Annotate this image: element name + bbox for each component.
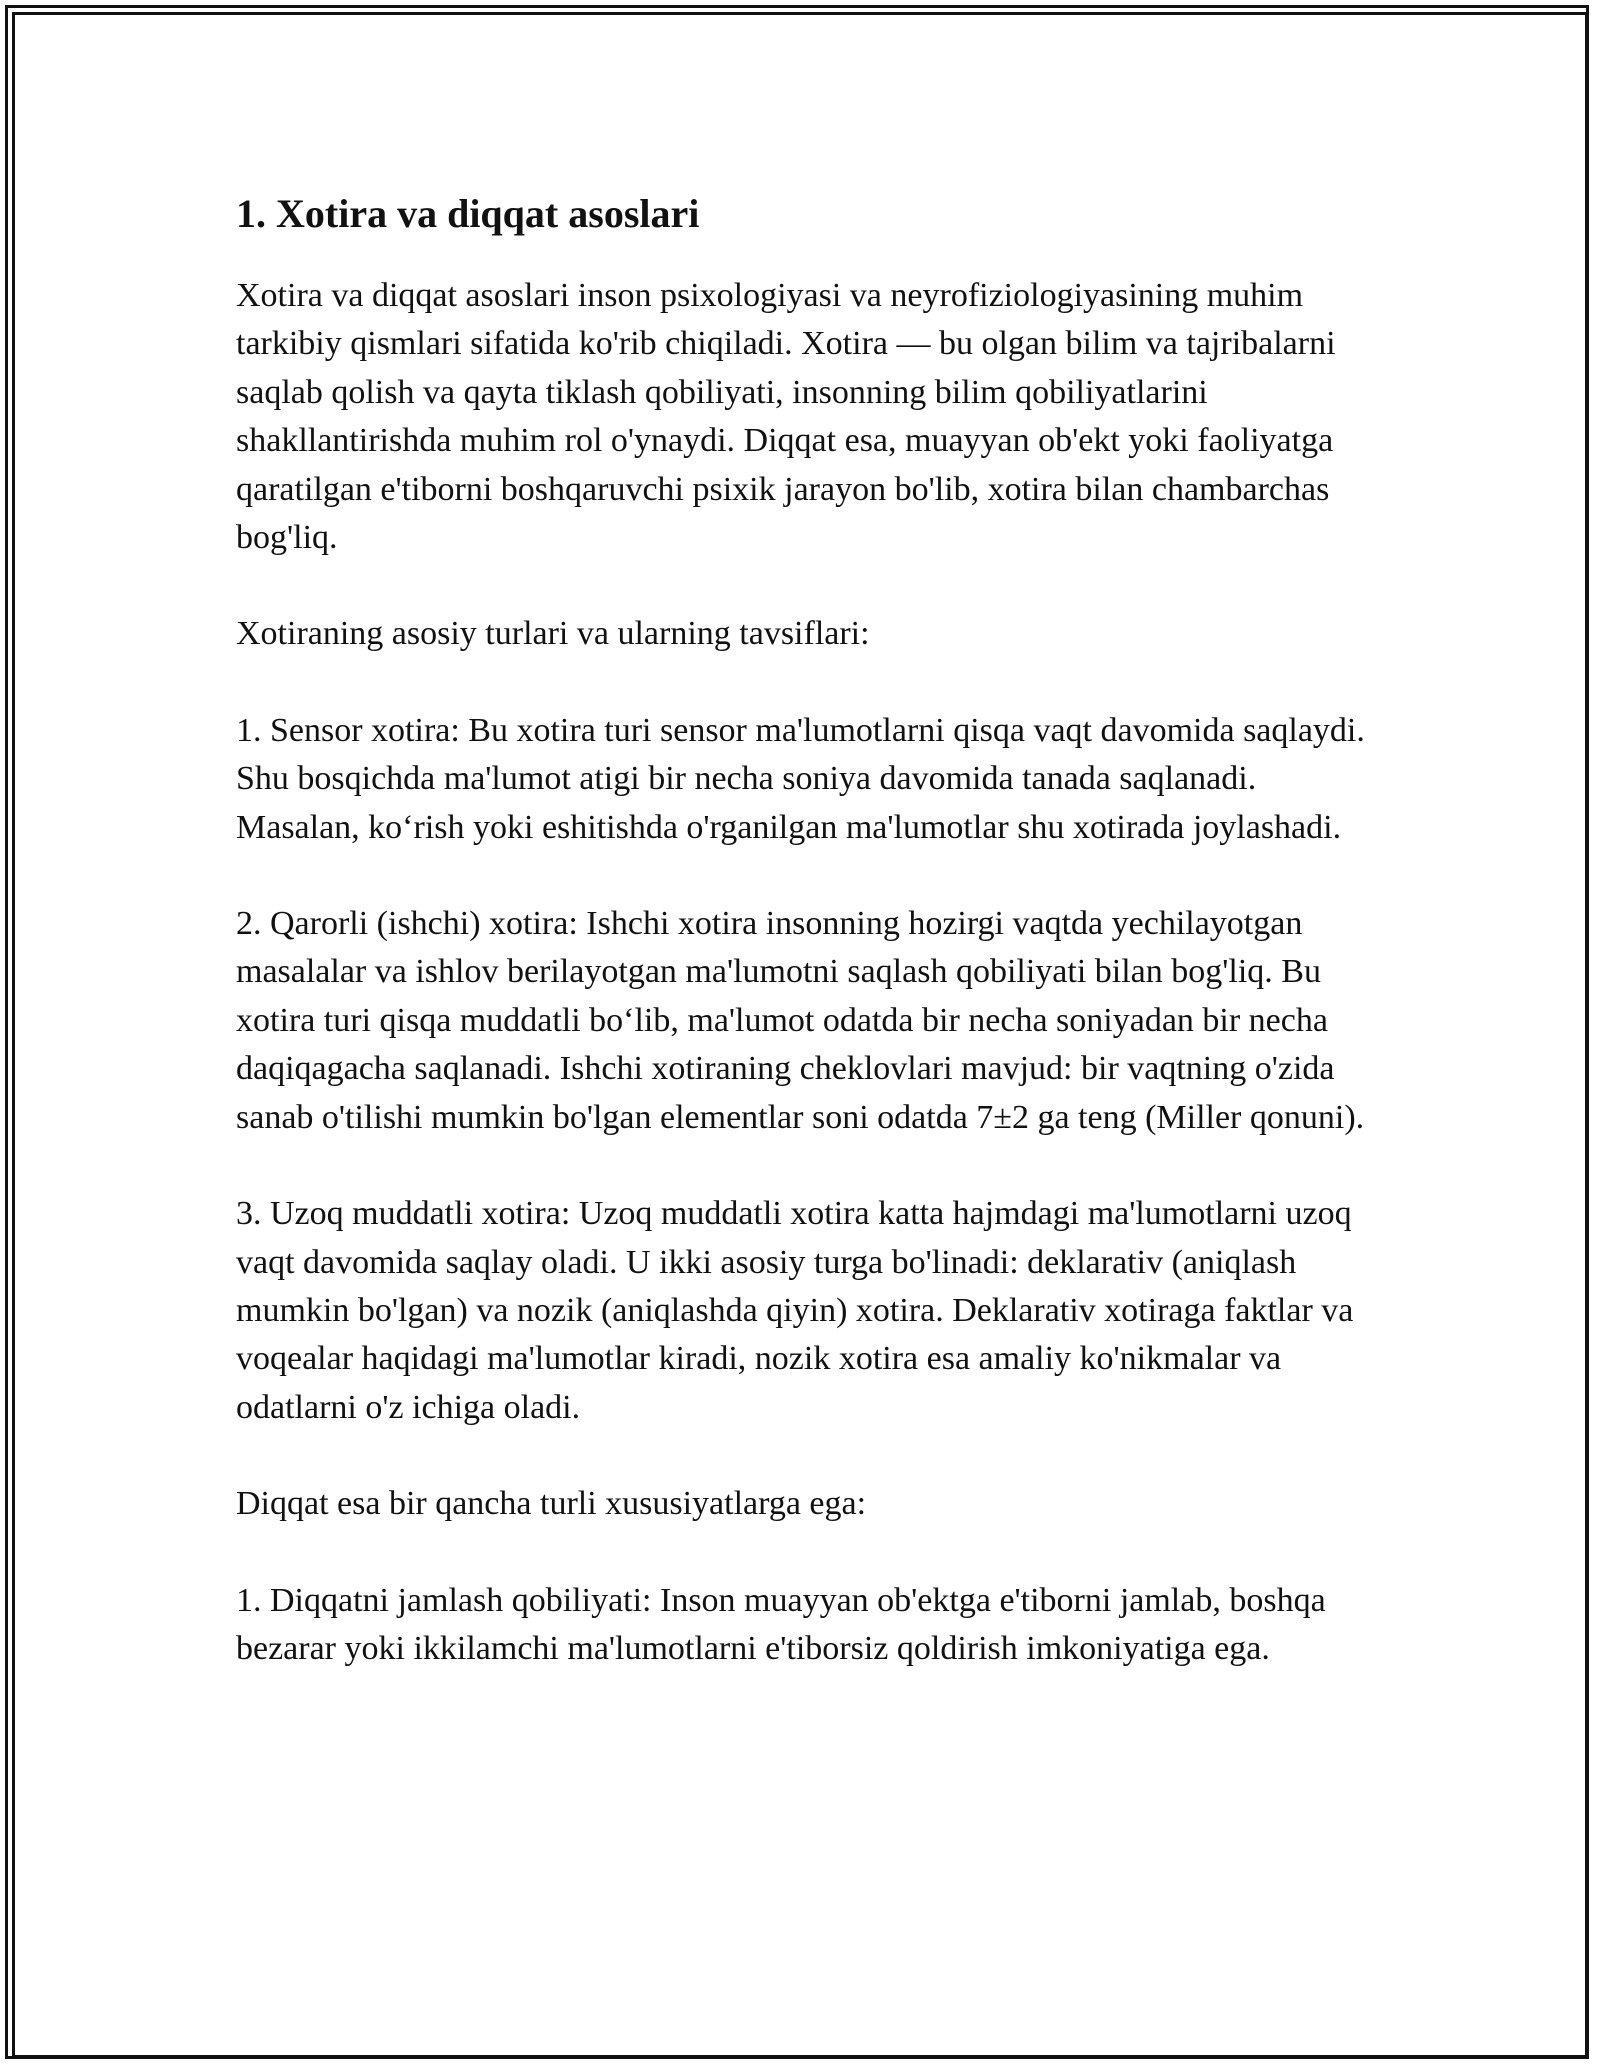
document-body	[236, 186, 1386, 1673]
paragraph-working-memory: 2. Qarorli (ishchi) xotira: Ishchi xotira insonning hozirgi vaqtda yechilayotgan masalalar va ishlov berilayotgan ma'lumotni saqlash qobiliyati bilan bog'liq. Bu xotira turi qisqa muddatli boʻlib, ma'lumot odatda bir necha soniyadan bir necha daqiqagacha saqlanadi. Ishchi xotiraning cheklovlari mavjud: bir vaqtning o'zida sanab o'tilishi mumkin bo'lgan elementlar soni odatda 7±2 ga teng (Miller qonuni).	[236, 905, 1365, 1136]
paragraph-long-term-memory: 3. Uzoq muddatli xotira: Uzoq muddatli xotira katta hajmdagi ma'lumotlarni uzoq vaqt davomida saqlay oladi. U ikki asosiy turga bo'linadi: deklarativ (aniqlash mumkin bo'lgan) va nozik (aniqlashda qiyin) xotira. Deklarativ xotiraga faktlar va voqealar haqidagi ma'lumotlar kiradi, nozik xotira esa amaliy ko'nikmalar va odatlarni o'z ichiga oladi.	[236, 1195, 1354, 1426]
paragraph-attention-focus: 1. Diqqatni jamlash qobiliyati: Inson muayyan ob'ektga e'tiborni jamlab, boshqa bezarar yoki ikkilamchi ma'lumotlarni e'tiborsiz qoldirish imkoniyatiga ega.	[236, 1581, 1326, 1667]
paragraph-attention-intro: Diqqat esa bir qancha turli xususiyatlarga ega:	[236, 1485, 867, 1523]
paragraph-intro: Xotira va diqqat asoslari inson psixologiyasi va neyrofiziologiyasining muhim tarkibiy qismlari sifatida ko'rib chiqiladi. Xotira — bu olgan bilim va tajribalarni saqlab qolish va qayta tiklash qobiliyati, insonning bilim qobiliyatlarini shakllantirishda muhim rol o'ynaydi. Diqqat esa, muayyan ob'ekt yoki faoliyatga qaratilgan e'tiborni boshqaruvchi psixik jarayon bo'lib, xotira bilan chambarchas bog'liq.	[236, 277, 1336, 557]
paragraph-sensory-memory: 1. Sensor xotira: Bu xotira turi sensor ma'lumotlarni qisqa vaqt davomida saqlaydi. Shu bosqichda ma'lumot atigi bir necha soniya davomida tanada saqlanadi. Masalan, koʻrish yoki eshitishda o'rganilgan ma'lumotlar shu xotirada joylashadi.	[236, 711, 1365, 846]
paragraph-memory-types-intro: Xotiraning asosiy turlari va ularning tavsiflari:	[236, 615, 870, 653]
section-heading: 1. Xotira va diqqat asoslari	[236, 191, 700, 236]
